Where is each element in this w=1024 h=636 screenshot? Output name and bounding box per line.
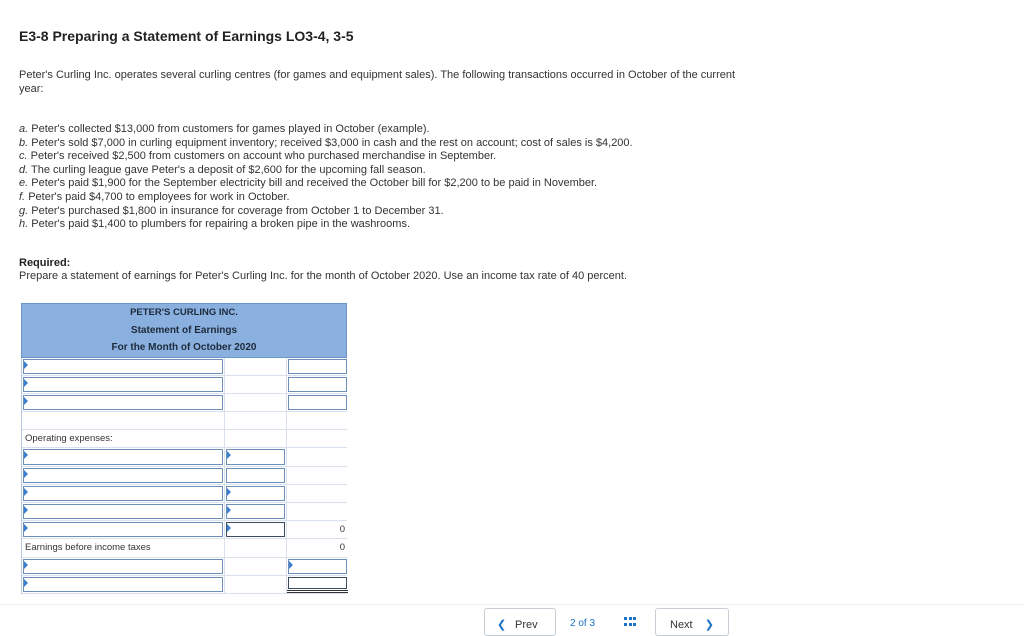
earnings-before-tax-label: Earnings before income taxes	[22, 539, 225, 556]
prev-button[interactable]	[484, 608, 556, 636]
table-row	[22, 539, 347, 557]
required-text: Prepare a statement of earnings for Peter's Curling Inc. for the month of October 2020. Use an income tax rate of 40 percent.	[19, 270, 628, 282]
next-button[interactable]	[655, 608, 729, 636]
table-row	[22, 485, 347, 503]
statement-header	[21, 303, 347, 358]
expense-account-dropdown[interactable]	[23, 449, 223, 464]
problem-intro: Peter's Curling Inc. operates several curling centres (for games and equipment sales). The following transactions occurred in October of the current year:	[19, 69, 736, 95]
table-row	[22, 448, 347, 466]
statement-name: Statement of Earnings	[130, 324, 238, 336]
table-row	[22, 394, 347, 412]
account-dropdown[interactable]	[23, 559, 223, 574]
table-row	[22, 521, 347, 539]
list-item: d. The curling league gave Peter's a deposit of $2,600 for the upcoming fall season.	[19, 163, 426, 176]
table-row	[22, 558, 347, 576]
statement-period: For the Month of October 2020	[111, 342, 257, 353]
table-row	[22, 503, 347, 521]
prev-label: Prev	[515, 619, 538, 631]
amount-input[interactable]	[288, 577, 347, 589]
transaction-list	[19, 123, 779, 232]
account-dropdown[interactable]	[23, 577, 223, 592]
amount-input[interactable]	[288, 359, 347, 374]
total-operating-expenses: 0	[339, 524, 345, 536]
expense-amount-input[interactable]	[226, 449, 285, 464]
table-row	[22, 412, 347, 430]
list-item: b. Peter's sold $7,000 in curling equipment inventory; received $3,000 in cash and the rest on account; cost of sales is $4,200.	[19, 136, 633, 149]
expense-amount-input[interactable]	[226, 486, 285, 501]
footer-divider	[0, 604, 1024, 605]
expense-amount-input[interactable]	[226, 504, 285, 519]
expense-amount-input[interactable]	[226, 468, 285, 483]
list-item: g. Peter's purchased $1,800 in insurance for coverage from October 1 to December 31.	[19, 204, 444, 217]
table-row	[22, 358, 347, 376]
account-dropdown[interactable]	[23, 395, 223, 410]
table-row	[22, 467, 347, 485]
chevron-right-icon: ❯	[704, 619, 714, 631]
expense-account-dropdown[interactable]	[23, 486, 223, 501]
operating-expenses-label: Operating expenses:	[22, 430, 225, 447]
amount-input[interactable]	[288, 377, 347, 392]
expense-account-dropdown[interactable]	[23, 504, 223, 519]
table-row	[22, 430, 347, 448]
list-item: h. Peter's paid $1,400 to plumbers for repairing a broken pipe in the washrooms.	[19, 218, 411, 231]
account-dropdown[interactable]	[23, 377, 223, 392]
grid-view-icon[interactable]	[624, 617, 637, 627]
table-row	[22, 376, 347, 394]
list-item: e. Peter's paid $1,900 for the September electricity bill and received the October bill for $2,200 to be paid in November.	[19, 177, 598, 190]
statement-grid	[21, 358, 347, 594]
next-label: Next	[670, 619, 693, 631]
required-heading: Required:	[19, 257, 71, 269]
list-item: a. Peter's collected $13,000 from customers for games played in October (example).	[19, 123, 430, 135]
statement-of-earnings-table	[21, 303, 347, 594]
list-item: f. Peter's paid $4,700 to employees for work in October.	[19, 190, 290, 203]
amount-input[interactable]	[288, 395, 347, 410]
list-item: c. Peter's received $2,500 from customers on account who purchased merchandise in September.	[19, 150, 497, 163]
expense-account-dropdown[interactable]	[23, 468, 223, 483]
account-dropdown[interactable]	[23, 359, 223, 374]
chevron-left-icon: ❮	[497, 619, 507, 631]
earnings-before-tax-value: 0	[339, 542, 345, 554]
amount-input[interactable]	[288, 559, 347, 574]
company-name: PETER'S CURLING INC.	[130, 307, 238, 318]
page-indicator: 2 of 3	[570, 618, 596, 629]
expense-account-dropdown[interactable]	[23, 522, 223, 537]
expense-amount-input[interactable]	[226, 522, 285, 537]
page-title: E3-8 Preparing a Statement of Earnings LO3-4, 3-5	[19, 28, 354, 44]
table-row	[22, 576, 347, 594]
